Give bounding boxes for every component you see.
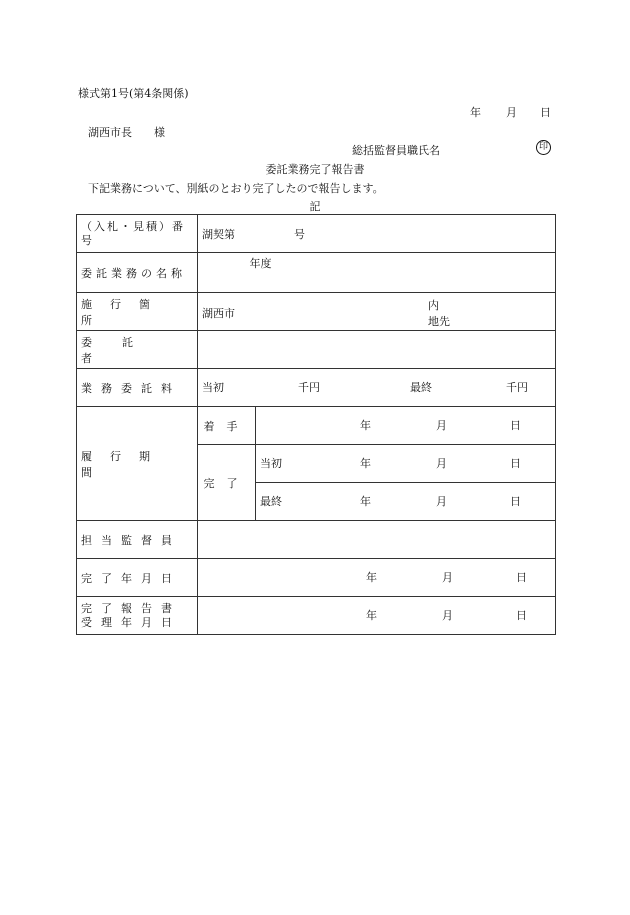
receipt-label [77, 597, 198, 635]
general-supervisor-label: 総括監督員職氏名 [352, 144, 440, 157]
completion-day: 日 [516, 571, 527, 584]
bid-suffix: 号 [294, 227, 305, 241]
location-inner: 内 [428, 299, 439, 312]
complete-initial-label: 当初 [260, 457, 282, 470]
completion-year: 年 [366, 571, 377, 584]
table-row [77, 369, 556, 407]
date-year: 年 [470, 106, 481, 119]
complete-final-year: 年 [360, 495, 371, 508]
completion-month: 月 [442, 571, 453, 584]
table-row [77, 331, 556, 369]
supervisor-label [77, 521, 198, 559]
location-label-text: 施行箇所 [81, 297, 168, 327]
date-day: 日 [540, 106, 551, 119]
form-number: 様式第1号(第4条関係) [78, 87, 189, 100]
fee-value [198, 369, 556, 407]
complete-final-month: 月 [436, 495, 447, 508]
receipt-day: 日 [516, 609, 527, 622]
complete-initial-month: 月 [436, 457, 447, 470]
receipt-month: 月 [442, 609, 453, 622]
fee-initial-unit: 千円 [298, 381, 320, 394]
table-row [77, 407, 556, 445]
receipt-date-value [198, 597, 556, 635]
start-label [198, 407, 256, 445]
table-row [77, 559, 556, 597]
location-chisaki: 地先 [428, 315, 450, 328]
table-row [77, 521, 556, 559]
document-title: 委託業務完了報告書 [265, 163, 365, 176]
report-table [76, 214, 556, 635]
supervisor-value [198, 521, 556, 559]
complete-final-day: 日 [510, 495, 521, 508]
start-year: 年 [360, 419, 371, 432]
bid-number-value [198, 215, 556, 253]
table-row [77, 253, 556, 293]
fee-final-label: 最終 [410, 381, 432, 394]
completion-date-label [77, 559, 198, 597]
intro-text: 下記業務について、別紙のとおり完了したので報告します。 [88, 182, 384, 195]
period-label [77, 407, 198, 521]
fee-final-unit: 千円 [506, 381, 528, 394]
fee-label [77, 369, 198, 407]
receipt-year: 年 [366, 609, 377, 622]
service-name-label: 委託業務の名称 [77, 253, 198, 293]
date-month: 月 [506, 106, 517, 119]
complete-label [198, 445, 256, 521]
complete-final-date [256, 483, 556, 521]
start-day: 日 [510, 419, 521, 432]
contractor-label-text: 委託者 [81, 335, 163, 365]
contractor-label [77, 331, 198, 369]
bid-number-label: （入札・見積）番号 [77, 215, 198, 253]
table-row [77, 597, 556, 635]
location-city: 湖西市 [202, 307, 235, 320]
seal-mark: 印 [536, 140, 551, 155]
fiscal-year-text: 年度 [249, 257, 272, 270]
table-row [77, 293, 556, 331]
table-row [77, 215, 556, 253]
location-label [77, 293, 198, 331]
receipt-label-line1: 完了報告書 [81, 601, 181, 615]
complete-initial-year: 年 [360, 457, 371, 470]
completion-date-label-text: 完了年月日 [81, 571, 181, 585]
service-name-value [198, 253, 556, 293]
period-label-text: 履行期間 [81, 449, 168, 479]
fee-initial-label: 当初 [202, 381, 224, 394]
addressee: 湖西市長 様 [88, 126, 165, 139]
ki-heading: 記 [309, 200, 321, 213]
complete-initial-day: 日 [510, 457, 521, 470]
contractor-value [198, 331, 556, 369]
location-value [198, 293, 556, 331]
complete-final-label: 最終 [260, 495, 282, 508]
bid-prefix: 湖契第 [202, 227, 235, 241]
fee-label-text: 業務委託料 [81, 381, 181, 395]
completion-date-value [198, 559, 556, 597]
receipt-label-line2: 受理年月日 [81, 615, 181, 629]
complete-initial-date [256, 445, 556, 483]
complete-label-text: 完了 [203, 476, 250, 490]
start-label-text: 着手 [203, 419, 250, 433]
supervisor-label-text: 担当監督員 [81, 533, 181, 547]
start-date [256, 407, 556, 445]
start-month: 月 [436, 419, 447, 432]
